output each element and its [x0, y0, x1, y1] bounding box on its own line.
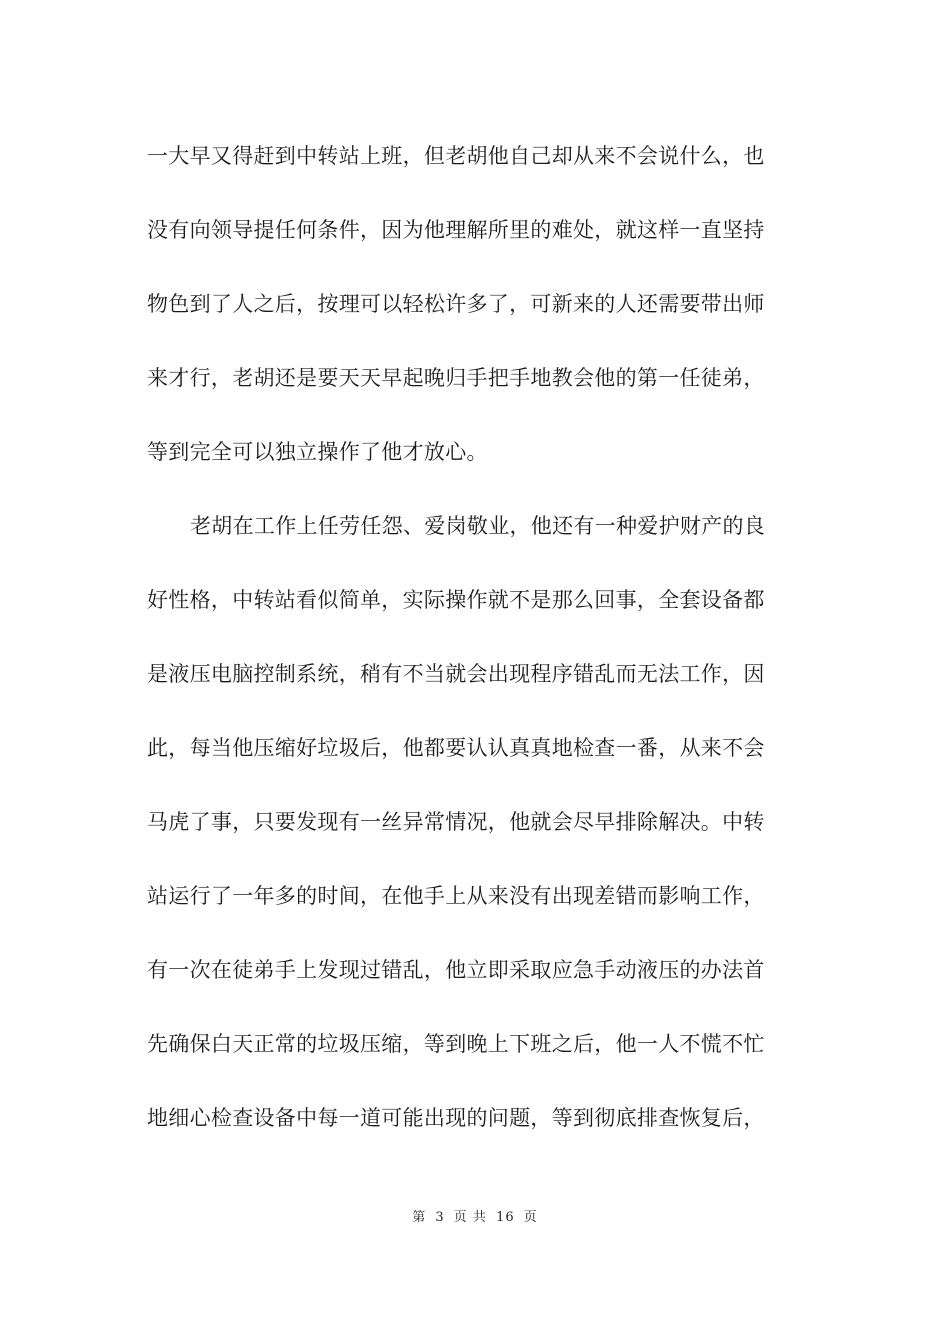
total-pages-number: 16 — [496, 1210, 515, 1225]
paragraph-first-line: 老胡在工作上任劳任怨、爱岗敬业，他还有一种爱护财产的良 — [190, 514, 766, 538]
text-line: 此，每当他压缩好垃圾后，他都要认认真真地检查一番，从来不会 — [147, 736, 765, 760]
text-line: 来才行，老胡还是要天天早起晚归手把手地教会他的第一任徒弟， — [147, 366, 765, 390]
text-line: 等到完全可以独立操作了他才放心。 — [147, 440, 488, 464]
text-line: 物色到了人之后，按理可以轻松许多了，可新来的人还需要带出师 — [147, 292, 765, 316]
footer-prefix: 第 — [412, 1210, 427, 1225]
current-page-number: 3 — [435, 1210, 445, 1225]
page-footer — [0, 1209, 950, 1227]
text-line: 马虎了事，只要发现有一丝异常情况，他就会尽早排除解决。中转 — [147, 810, 765, 834]
text-line: 没有向领导提任何条件，因为他理解所里的难处，就这样一直坚持 — [147, 218, 765, 242]
text-line: 有一次在徒弟手上发现过错乱，他立即采取应急手动液压的办法首 — [147, 958, 765, 982]
text-line: 是液压电脑控制系统，稍有不当就会出现程序错乱而无法工作，因 — [147, 662, 765, 686]
text-line: 站运行了一年多的时间，在他手上从来没有出现差错而影响工作， — [147, 884, 765, 908]
footer-suffix: 页 — [523, 1210, 538, 1225]
text-line: 先确保白天正常的垃圾压缩，等到晚上下班之后，他一人不慌不忙 — [147, 1032, 765, 1056]
footer-middle: 页 共 — [453, 1210, 487, 1225]
text-line: 好性格，中转站看似简单，实际操作就不是那么回事，全套设备都 — [147, 588, 765, 612]
text-line: 一大早又得赶到中转站上班，但老胡他自己却从来不会说什么，也 — [147, 144, 765, 168]
text-line: 地细心检查设备中每一道可能出现的问题，等到彻底排查恢复后， — [147, 1106, 765, 1130]
